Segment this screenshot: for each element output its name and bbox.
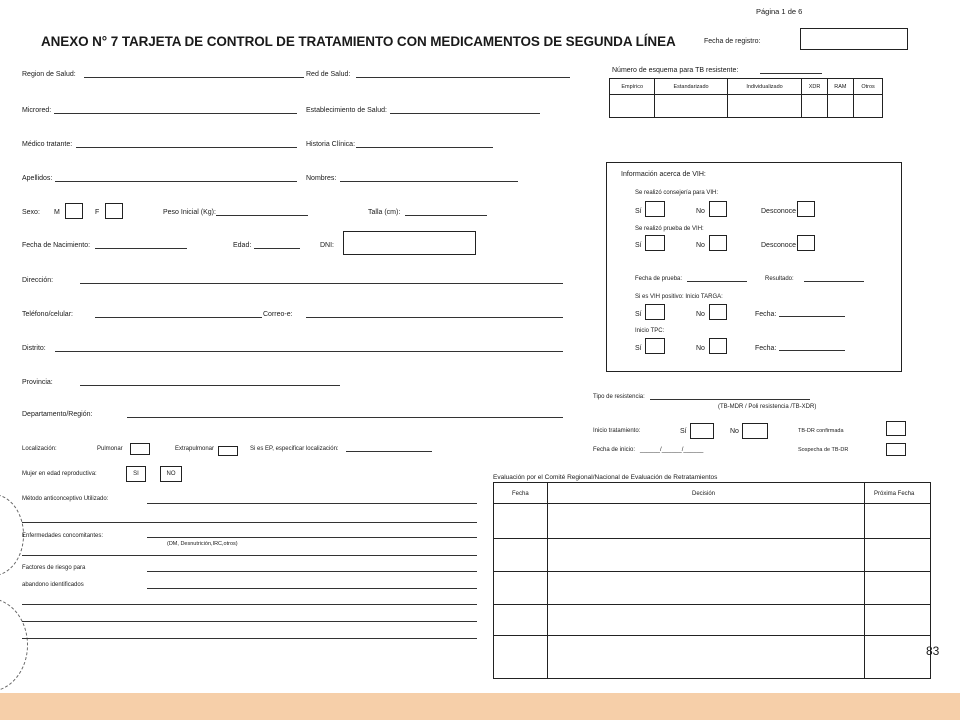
hiv-counseling-label: Se realizó consejería para VIH: — [635, 190, 719, 196]
evaluation-table — [493, 482, 931, 679]
surnames-label: Apellidos: — [22, 175, 53, 182]
scheme-label: Número de esquema para TB resistente: — [612, 67, 739, 74]
hiv-tpc-yes-checkbox[interactable] — [645, 338, 665, 354]
contraceptive-label: Método anticonceptivo Utilizado: — [22, 496, 109, 502]
form-title: ANEXO N° 7 TARJETA DE CONTROL DE TRATAMIENTO CON MEDICAMENTOS DE SEGUNDA LÍNEA — [41, 34, 676, 49]
names-field[interactable] — [340, 181, 518, 182]
treatment-start-no-label: No — [730, 428, 739, 435]
department-label: Departamento/Región: — [22, 411, 93, 418]
hiv-test-label: Se realizó prueba de VIH: — [635, 226, 704, 232]
hiv-tpc-date-field[interactable] — [779, 350, 845, 351]
hiv-counseling-yes-checkbox[interactable] — [645, 201, 665, 217]
location-label: Localización: — [22, 446, 57, 452]
scheme-col-individualizado: Individualizado — [727, 79, 802, 95]
surnames-field[interactable] — [55, 181, 297, 182]
resistance-type-field[interactable] — [650, 399, 810, 400]
treatment-start-no-checkbox[interactable] — [742, 423, 768, 439]
height-label: Talla (cm): — [368, 209, 401, 216]
page-number: Página 1 de 6 — [756, 7, 803, 16]
email-field[interactable] — [306, 317, 563, 318]
hiv-counseling-no-checkbox[interactable] — [709, 201, 727, 217]
evaluation-header-divider — [494, 503, 930, 504]
stamp-seal-bottom — [0, 598, 28, 692]
hiv-tpc-no-label: No — [696, 345, 705, 352]
reproductive-yes-checkbox[interactable] — [126, 466, 146, 482]
reproductive-yes-label: SI — [133, 471, 139, 477]
hiv-test-no-checkbox[interactable] — [709, 235, 727, 251]
hiv-test-unknown-label: Desconoce — [761, 242, 797, 249]
evaluation-col-decision: Decisión — [692, 491, 716, 497]
hiv-result-field[interactable] — [804, 281, 864, 282]
evaluation-col-divider-1 — [547, 483, 548, 678]
risk-line-3[interactable] — [22, 604, 477, 605]
scheme-cell[interactable] — [655, 95, 727, 118]
evaluation-col-divider-2 — [864, 483, 865, 678]
scheme-col-xdr: XDR — [802, 79, 827, 95]
risk-label-1: Factores de riesgo para — [22, 565, 86, 571]
treatment-start-yes-checkbox[interactable] — [690, 423, 714, 439]
ep-specify-label: Si es EP, especificar localización: — [250, 446, 339, 452]
sex-m-label: M — [54, 209, 60, 216]
sex-label: Sexo: — [22, 209, 40, 216]
initial-weight-field[interactable] — [216, 215, 308, 216]
hiv-tpc-date-label: Fecha: — [755, 345, 777, 352]
email-label: Correo-e: — [263, 311, 293, 318]
scheme-cell[interactable] — [727, 95, 802, 118]
tbdr-confirmed-label: TB-DR confirmada — [798, 428, 844, 434]
hiv-tpc-no-checkbox[interactable] — [709, 338, 727, 354]
risk-line-4[interactable] — [22, 621, 477, 622]
scheme-cell[interactable] — [802, 95, 827, 118]
hiv-counseling-unknown-checkbox[interactable] — [797, 201, 815, 217]
scheme-table — [609, 78, 883, 118]
hiv-targa-date-field[interactable] — [779, 316, 845, 317]
hiv-targa-yes-checkbox[interactable] — [645, 304, 665, 320]
evaluation-row-line — [494, 571, 930, 572]
initial-weight-label: Peso Inicial (Kg): — [163, 209, 216, 216]
extrapulmonary-checkbox[interactable] — [218, 446, 238, 456]
evaluation-col-date: Fecha — [512, 491, 529, 497]
hiv-tpc-yes-label: Sí — [635, 345, 642, 352]
evaluation-row-line — [494, 635, 930, 636]
district-field[interactable] — [55, 351, 563, 352]
hiv-targa-yes-label: Sí — [635, 311, 642, 318]
scheme-cell[interactable] — [854, 95, 883, 118]
ep-specify-field[interactable] — [346, 451, 432, 452]
risk-line-5[interactable] — [22, 638, 477, 639]
dni-field[interactable] — [343, 231, 476, 255]
dni-label: DNI: — [320, 242, 334, 249]
health-facility-field[interactable] — [390, 113, 540, 114]
address-label: Dirección: — [22, 277, 54, 284]
risk-field-2[interactable] — [147, 588, 477, 589]
contraceptive-line-2[interactable] — [22, 522, 477, 523]
province-field[interactable] — [80, 385, 340, 386]
scheme-cell[interactable] — [610, 95, 655, 118]
treatment-start-yes-label: Sí — [680, 428, 687, 435]
scheme-col-empirico: Empírico — [610, 79, 655, 95]
tbdr-suspected-checkbox[interactable] — [886, 443, 906, 456]
birth-date-label: Fecha de Nacimiento: — [22, 242, 91, 249]
phone-label: Teléfono/celular: — [22, 311, 73, 318]
health-region-label: Region de Salud: — [22, 71, 76, 78]
bottom-band — [0, 693, 960, 720]
hiv-tpc-label: Inicio TPC: — [635, 328, 665, 334]
registration-date-field[interactable] — [800, 28, 908, 50]
height-field[interactable] — [405, 215, 487, 216]
pulmonary-label: Pulmonar — [97, 446, 123, 452]
comorbid-line-2[interactable] — [22, 555, 477, 556]
hiv-test-yes-checkbox[interactable] — [645, 235, 665, 251]
treating-doctor-field[interactable] — [76, 147, 297, 148]
age-field[interactable] — [254, 248, 300, 249]
treatment-start-label: Inicio tratamiento: — [593, 428, 641, 434]
hiv-targa-date-label: Fecha: — [755, 311, 777, 318]
health-network-field[interactable] — [356, 77, 570, 78]
district-label: Distrito: — [22, 345, 46, 352]
address-field[interactable] — [80, 283, 563, 284]
start-date-label: Fecha de inicio: — [593, 447, 636, 453]
resistance-type-label: Tipo de resistencia: — [593, 394, 645, 400]
tbdr-suspected-label: Sospecha de TB-DR — [798, 447, 849, 453]
age-label: Edad: — [233, 242, 252, 249]
health-facility-label: Establecimiento de Salud: — [306, 107, 387, 114]
hiv-test-no-label: No — [696, 242, 705, 249]
resistance-type-note: (TB-MDR / Poli resistencia /TB-XDR) — [718, 404, 817, 410]
evaluation-row-line — [494, 538, 930, 539]
risk-field-1[interactable] — [147, 571, 477, 572]
hiv-test-date-label: Fecha de prueba: — [635, 276, 683, 282]
scheme-cell[interactable] — [827, 95, 853, 118]
hiv-targa-no-checkbox[interactable] — [709, 304, 727, 320]
contraceptive-field[interactable] — [147, 503, 477, 504]
micro-network-field[interactable] — [54, 113, 297, 114]
treating-doctor-label: Médico tratante: — [22, 141, 73, 148]
hiv-test-unknown-checkbox[interactable] — [797, 235, 815, 251]
scheme-col-estandarizado: Estandarizado — [655, 79, 727, 95]
comorbid-field[interactable] — [147, 537, 477, 538]
reproductive-no-label: NO — [166, 471, 176, 477]
clinical-history-label: Historia Clínica: — [306, 141, 356, 148]
reproductive-label: Mujer en edad reproductiva: — [22, 471, 97, 477]
hiv-targa-label: Si es VIH positivo: Inicio TARGA: — [635, 294, 723, 300]
pulmonary-checkbox[interactable] — [130, 443, 150, 455]
stamp-seal-top — [0, 494, 24, 576]
comorbid-label: Enfermedades concomitantes: — [22, 533, 104, 539]
province-label: Provincia: — [22, 379, 53, 386]
comorbid-note: (DM, Desnutrición,IRC,otros) — [167, 541, 238, 547]
hiv-test-date-field[interactable] — [687, 281, 747, 282]
hiv-counseling-yes-label: Sí — [635, 208, 642, 215]
registration-date-label: Fecha de registro: — [704, 38, 761, 45]
names-label: Nombres: — [306, 175, 337, 182]
start-date-field[interactable]: ______/______/______ — [640, 447, 704, 453]
clinical-history-field[interactable] — [356, 147, 493, 148]
hiv-test-yes-label: Sí — [635, 242, 642, 249]
hiv-targa-no-label: No — [696, 311, 705, 318]
health-region-field[interactable] — [84, 77, 304, 78]
hiv-counseling-no-label: No — [696, 208, 705, 215]
tbdr-confirmed-checkbox[interactable] — [886, 421, 906, 436]
phone-field[interactable] — [95, 317, 262, 318]
evaluation-col-next: Próxima Fecha — [874, 491, 915, 497]
sex-f-label: F — [95, 209, 100, 216]
scheme-col-otros: Otros — [854, 79, 883, 95]
slide-number: 83 — [926, 644, 940, 658]
evaluation-title: Evaluación por el Comité Regional/Nacional de Evaluación de Retratamientos — [493, 474, 718, 481]
scheme-field[interactable] — [760, 73, 822, 74]
hiv-counseling-unknown-label: Desconoce — [761, 208, 797, 215]
extrapulmonary-label: Extrapulmonar — [175, 446, 215, 452]
scheme-col-ram: RAM — [827, 79, 853, 95]
department-field[interactable] — [127, 417, 563, 418]
evaluation-row-line — [494, 604, 930, 605]
micro-network-label: Microred: — [22, 107, 52, 114]
hiv-result-label: Resultado: — [765, 276, 794, 282]
reproductive-no-checkbox[interactable] — [160, 466, 182, 482]
risk-label-2: abandono identificados — [22, 582, 84, 588]
hiv-title: Información acerca de VIH: — [621, 171, 706, 178]
hiv-section — [606, 162, 902, 372]
birth-date-field[interactable] — [95, 248, 187, 249]
health-network-label: Red de Salud: — [306, 71, 351, 78]
sex-m-checkbox[interactable] — [65, 203, 83, 219]
sex-f-checkbox[interactable] — [105, 203, 123, 219]
